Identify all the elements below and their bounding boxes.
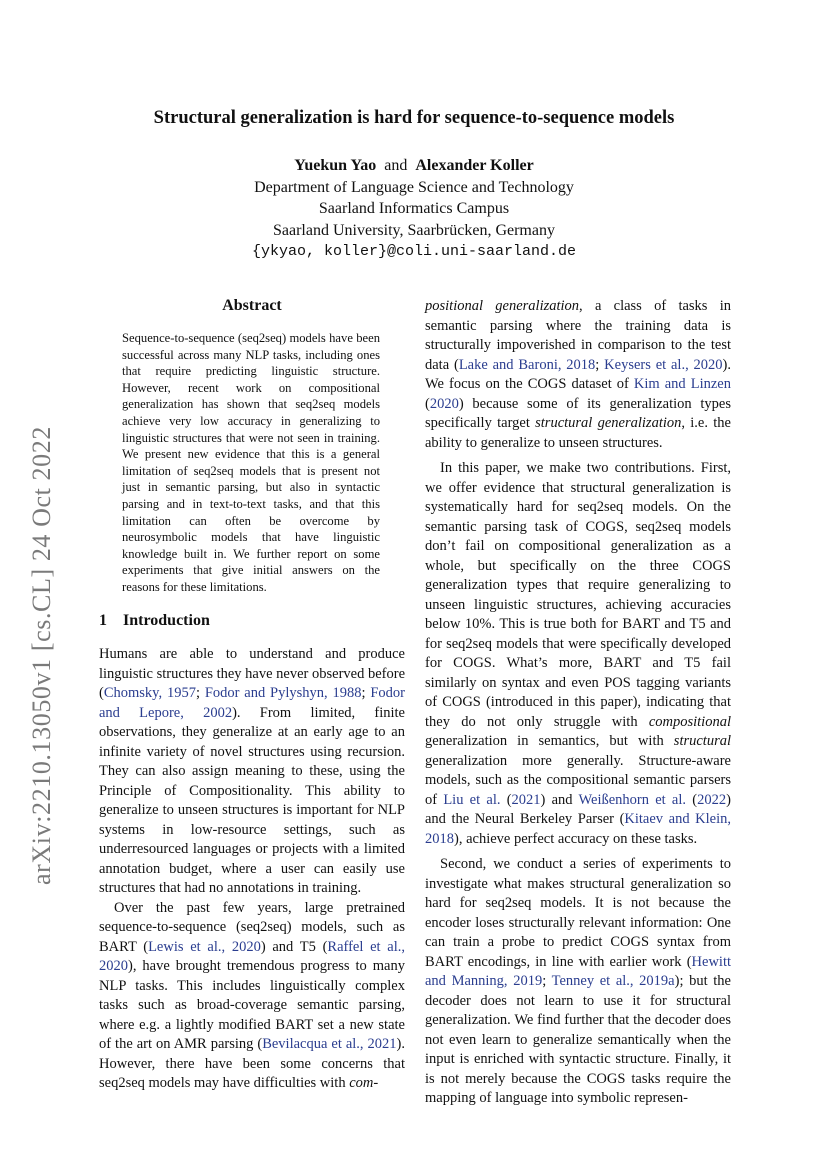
paragraph: In this paper, we make two contributions. First, we offer evidence that structural generalization is systematically hard for seq2seq models. On the semantic parsing task of COGS, seq2seq models don’t fail on compositional generalization as a whole, but specifically on the three COGS generalization types that require generalizing to unseen linguistic structures, achieving accuracies below 10%. This is true both for BART and T5 and for seq2seq models that were specifically developed for COGS. What’s more, BART and T5 fail similarly on syntax and even POS tagging variants of COGS (introduced in this paper), indicating that they do not only struggle with compositional generalization in semantics, but with structural generalization more generally. Structure-aware models, such as the compositional semantic parsers of Liu et al. (2021) and Weißenhorn et al. (2022) and the Neural Berkeley Parser (Kitaev and Klein, 2018), achieve perfect accuracy on these tasks. (425, 460, 731, 847)
citation-link[interactable]: Lewis et al., 2020 (148, 938, 261, 955)
citation-link[interactable]: 2020 (429, 395, 459, 412)
citation-link[interactable]: 2022 (697, 791, 727, 808)
citation-link[interactable]: Fodor and Lepore, 2002 (99, 685, 405, 721)
author-names (0, 155, 828, 177)
citation-link[interactable]: Liu et al. (443, 791, 501, 808)
citation-link[interactable]: Hewitt and Manning, 2019 (425, 953, 731, 989)
author-email: {ykyao, koller}@coli.uni-saarland.de (251, 243, 577, 260)
arxiv-identifier-text: arXiv:2210.13050v1 [cs.CL] 24 Oct 2022 (27, 426, 56, 885)
affiliation-line: Saarland Informatics Campus (318, 200, 510, 217)
citation-link[interactable]: Kim and Linzen (633, 376, 731, 392)
author-block (0, 155, 828, 263)
citation-link[interactable]: Bevilacqua et al., 2021 (262, 1036, 397, 1052)
citation-link[interactable]: Tenney et al., 2019a (551, 973, 675, 989)
citation-link[interactable]: Raffel et al., 2020 (99, 938, 405, 974)
paragraph: Second, we conduct a series of experiments to investigate what makes structural generalization so hard for seq2seq models. It is not because the encoder loses structurally relevant information: One can train a probe to predict COGS syntax from BART encodings, in line with earlier work (Hewitt and Manning, 2019; Tenney et al., 2019a); but the decoder does not learn to use it for structural generalization. We find further that the decoder does not even learn to generalize semantically when the input is enriched with syntactic structure. Finally, it is not merely because the COGS tasks require the mapping of language into symbolic represen- (425, 856, 731, 1106)
paragraph: Over the past few years, large pretrained sequence-to-sequence (seq2seq) models, such as BART (Lewis et al., 2020) and T5 (Raffel et al., 2020), have brought tremendous progress to many NLP tasks. This includes linguistically complex tasks such as broad-coverage semantic parsing, where e.g. a lightly modified BART set a new state of the art on AMR parsing (Bevilacqua et al., 2021). However, there have been some concerns that seq2seq models may have difficulties with com- (99, 899, 405, 1091)
author-name: Yuekun Yao (294, 157, 377, 174)
citation-link[interactable]: Keysers et al., 2020 (604, 356, 723, 373)
affiliation-line: Saarland University, Saarbrücken, Germany (273, 221, 555, 239)
abstract-heading: Abstract (222, 297, 282, 314)
citation-link[interactable]: Weißenhorn et al. (578, 791, 687, 808)
citation-link[interactable]: Lake and Baroni, 2018 (458, 356, 596, 373)
citation-link[interactable]: Chomsky, 1957 (103, 685, 196, 701)
author-name: Alexander Koller (415, 157, 534, 174)
paper-title: Structural generalization is hard for sequence-to-sequence models (153, 108, 675, 128)
paragraph: Humans are able to understand and produce linguistic structures they have never observed before (Chomsky, 1957; Fodor and Pylyshyn, 1988; Fodor and Lepore, 2002). From limited, finite observations, they generalize at an early age to an infinite variety of novel structures using recursion. They can also assign meaning to these, using the Principle of Compositionality. This ability to generalize to unseen structures is important for NLP systems in low-resource settings, such as underresourced languages or projects with a limited annotation budget, where a user can easily use structures that had no annotations in training. (99, 646, 406, 896)
abstract-text: Sequence-to-sequence (seq2seq) models have been successful across many NLP tasks, including ones that require predicting linguistic structure. However, recent work on compositional generalization has shown that seq2seq models achieve very low accuracy in generalizing to linguistic structures that were not seen in training. We present new evidence that this is a general limitation of seq2seq models that is present not just in semantic parsing, but also in syntactic parsing and in text-to-text tasks, and that this limitation can often be overcome by neurosymbolic models that have linguistic knowledge built in. We further report on some experiments that give initial answers on the reasons for these limitations. (122, 331, 380, 594)
section-number: 1 (99, 612, 107, 629)
left-column-body (99, 645, 405, 1094)
citation-link[interactable]: Kitaev and Klein, 2018 (425, 811, 731, 847)
section-title: Introduction (123, 612, 210, 629)
affiliation-line: Department of Language Science and Technology (254, 178, 574, 196)
citation-link[interactable]: Fodor and Pylyshyn, 1988 (204, 685, 362, 701)
citation-link[interactable]: 2021 (511, 791, 541, 808)
section-heading (99, 612, 210, 630)
paragraph: positional generalization, a class of tasks in semantic parsing where the training data is structurally impoverished in comparison to the test data (Lake and Baroni, 2018; Keysers et al., 2020). We focus on the COGS dataset of Kim and Linzen (2020) because some of its generalization types specifically target structural generalization, i.e. the ability to generalize to unseen structures. (425, 298, 731, 451)
right-column-body (425, 297, 731, 1109)
author-conjunction: and (384, 157, 408, 174)
